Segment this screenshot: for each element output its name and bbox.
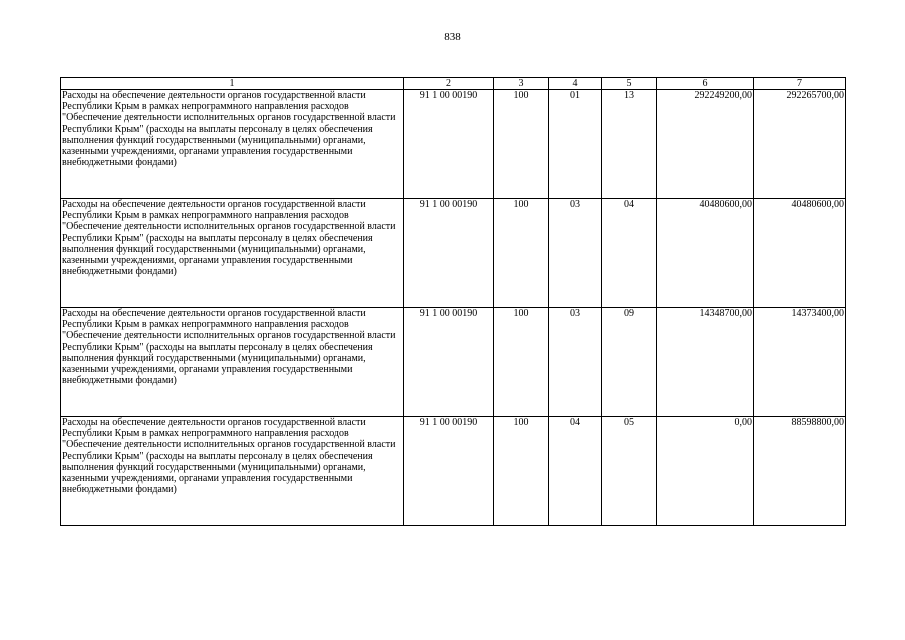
column-header: 6	[657, 78, 754, 90]
row-amount-column-7: 88598800,00	[754, 417, 846, 526]
row-amount-column-7: 40480600,00	[754, 199, 846, 308]
row-subsection: 09	[602, 308, 657, 417]
row-subsection: 04	[602, 199, 657, 308]
row-subsection: 13	[602, 90, 657, 199]
row-expense-type: 100	[494, 417, 549, 526]
row-target-code: 91 1 00 00190	[404, 199, 494, 308]
column-header: 3	[494, 78, 549, 90]
row-expense-type: 100	[494, 199, 549, 308]
row-amount-column-7: 14373400,00	[754, 308, 846, 417]
column-header: 7	[754, 78, 846, 90]
row-section: 04	[549, 417, 602, 526]
table-row	[61, 90, 846, 199]
page-number: 838	[444, 31, 461, 43]
column-header: 1	[61, 78, 404, 90]
table-row	[61, 199, 846, 308]
budget-table	[60, 77, 846, 526]
row-target-code: 91 1 00 00190	[404, 417, 494, 526]
row-section: 03	[549, 308, 602, 417]
column-header: 5	[602, 78, 657, 90]
table-header-row	[61, 78, 846, 90]
row-amount-column-6: 14348700,00	[657, 308, 754, 417]
column-header: 2	[404, 78, 494, 90]
row-description: Расходы на обеспечение деятельности органов государственной власти Республики Крым в рамках непрограммного направления расходов "Обеспечение деятельности исполнительных органов государственной власти Республики Крым" (расходы на выплаты персоналу в целях обеспечения выполнения функций государственными (муниципальными) органами, казенными учреждениями, органами управления государственными внебюджетными фондами)	[61, 90, 404, 199]
row-description: Расходы на обеспечение деятельности органов государственной власти Республики Крым в рамках непрограммного направления расходов "Обеспечение деятельности исполнительных органов государственной власти Республики Крым" (расходы на выплаты персоналу в целях обеспечения выполнения функций государственными (муниципальными) органами, казенными учреждениями, органами управления государственными внебюджетными фондами)	[61, 199, 404, 308]
row-section: 03	[549, 199, 602, 308]
row-subsection: 05	[602, 417, 657, 526]
table-row	[61, 417, 846, 526]
row-amount-column-6: 40480600,00	[657, 199, 754, 308]
row-amount-column-6: 0,00	[657, 417, 754, 526]
table-row	[61, 308, 846, 417]
row-expense-type: 100	[494, 308, 549, 417]
row-amount-column-7: 292265700,00	[754, 90, 846, 199]
row-expense-type: 100	[494, 90, 549, 199]
column-header: 4	[549, 78, 602, 90]
row-amount-column-6: 292249200,00	[657, 90, 754, 199]
row-target-code: 91 1 00 00190	[404, 90, 494, 199]
row-section: 01	[549, 90, 602, 199]
row-description: Расходы на обеспечение деятельности органов государственной власти Республики Крым в рамках непрограммного направления расходов "Обеспечение деятельности исполнительных органов государственной власти Республики Крым" (расходы на выплаты персоналу в целях обеспечения выполнения функций государственными (муниципальными) органами, казенными учреждениями, органами управления государственными внебюджетными фондами)	[61, 308, 404, 417]
row-description: Расходы на обеспечение деятельности органов государственной власти Республики Крым в рамках непрограммного направления расходов "Обеспечение деятельности исполнительных органов государственной власти Республики Крым" (расходы на выплаты персоналу в целях обеспечения выполнения функций государственными (муниципальными) органами, казенными учреждениями, органами управления государственными внебюджетными фондами)	[61, 417, 404, 526]
row-target-code: 91 1 00 00190	[404, 308, 494, 417]
